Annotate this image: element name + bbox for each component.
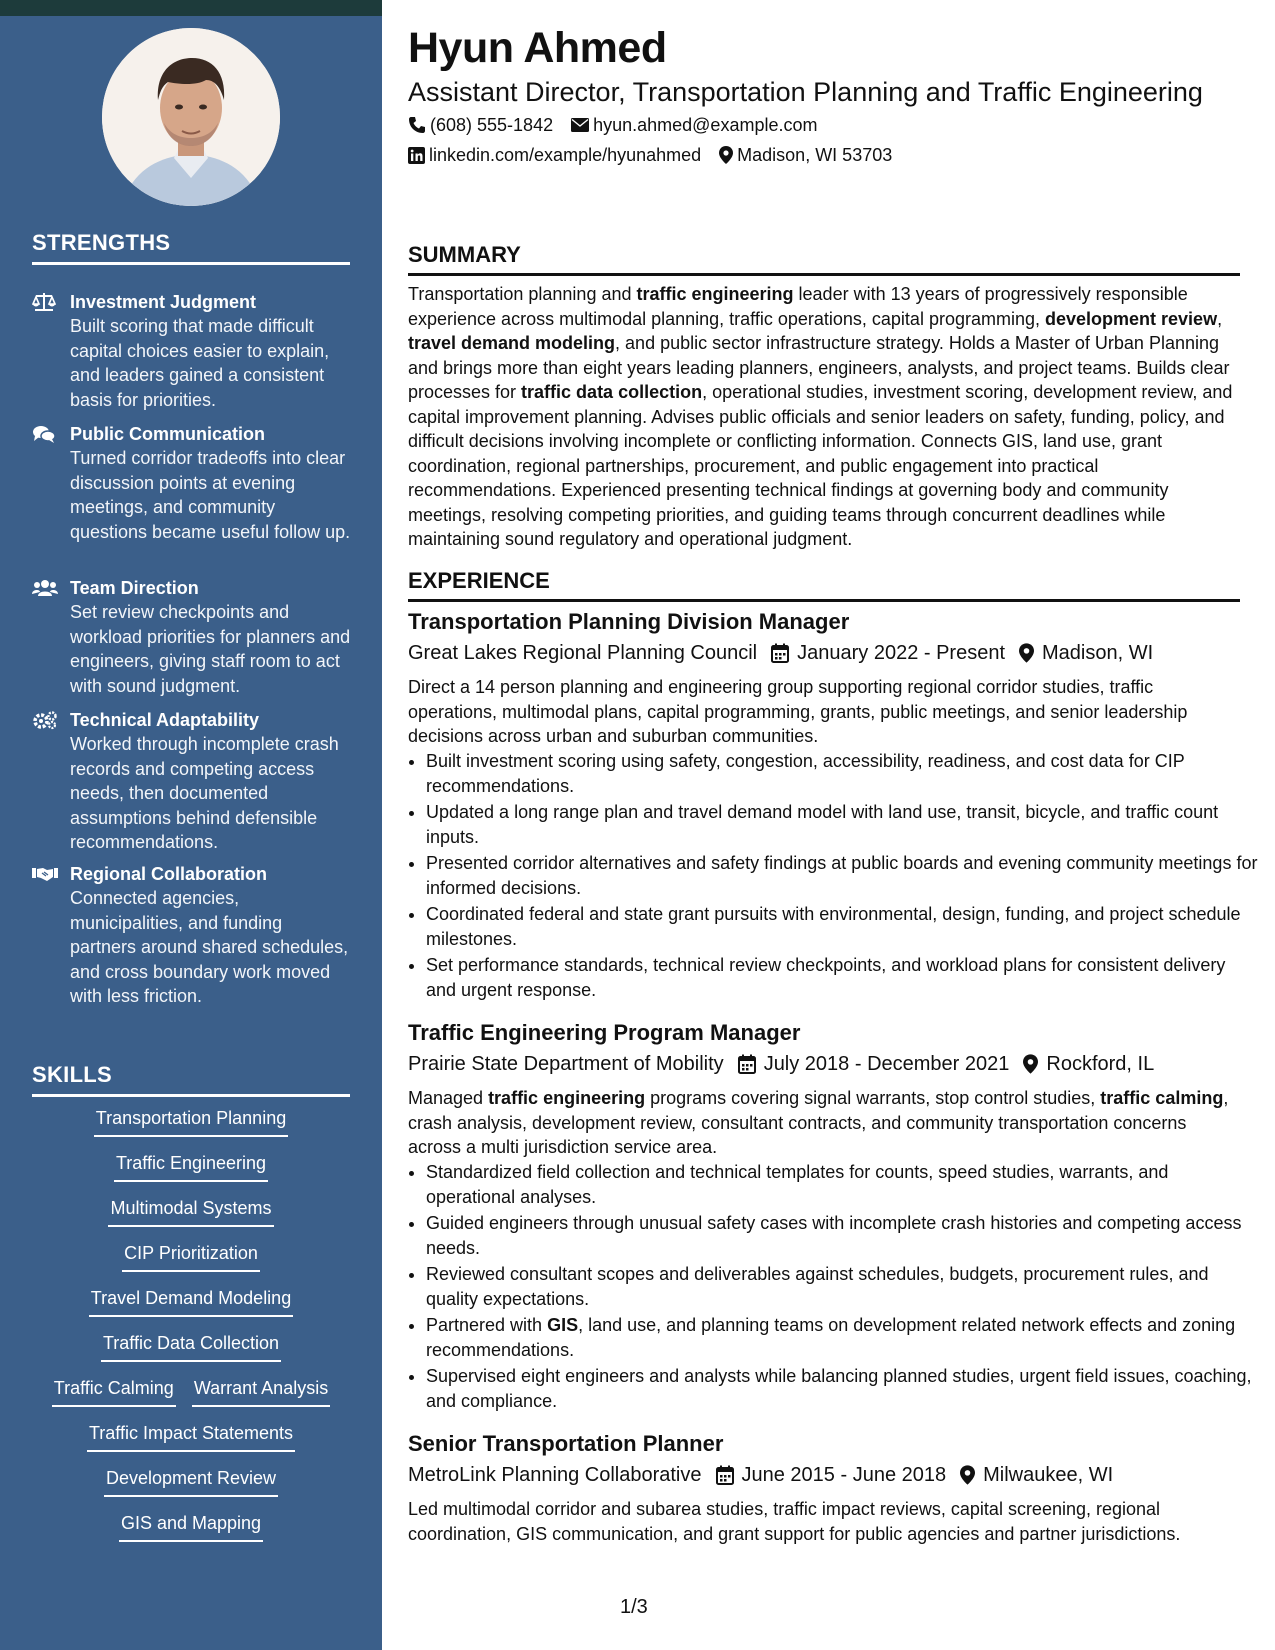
skills-list xyxy=(32,1106,350,1556)
calendar-icon xyxy=(738,1054,756,1074)
text-run: Led multimodal corridor and subarea studies, traffic impact reviews, capital screening, regional coordination, GIS communication, and grant support for public agencies and partner jurisdictions. xyxy=(408,1499,1181,1544)
strength-item xyxy=(32,422,352,544)
strength-item xyxy=(32,708,352,855)
skill-tag: Transportation Planning xyxy=(94,1106,288,1137)
bold-keyword: travel demand modeling xyxy=(408,333,616,353)
bullet-item xyxy=(426,1211,1258,1260)
job-bullets xyxy=(408,1160,1258,1415)
text-run: , land use, and planning teams on development related network effects and zoning recommendations. xyxy=(426,1315,1236,1360)
job-description xyxy=(408,1086,1240,1160)
job-title: Transportation Planning Division Manager xyxy=(408,609,850,634)
linkedin-link[interactable]: linkedin.com/example/hyunahmed xyxy=(429,145,702,165)
candidate-title: Assistant Director, Transportation Planning and Traffic Engineering xyxy=(408,77,1203,107)
text-run: programs covering signal warrants, stop control studies, xyxy=(645,1088,1101,1108)
envelope-icon xyxy=(571,118,589,132)
job-location: Madison, WI xyxy=(1042,642,1154,664)
bold-keyword: traffic calming xyxy=(1100,1088,1224,1108)
skill-tag: Traffic Engineering xyxy=(114,1151,268,1182)
profile-photo xyxy=(102,28,280,206)
map-pin-icon xyxy=(1023,1054,1038,1074)
job-meta xyxy=(408,1051,1168,1077)
text-run: Direct a 14 person planning and engineering group supporting regional corridor studies, traffic operations, multimodal plans, capital programming, grants, public meetings, and senior leadership decisions across urban and suburban communities. xyxy=(408,677,1188,746)
text-run: Reviewed consultant scopes and deliverables against schedules, budgets, procurement rules, and quality expectations. xyxy=(426,1264,1209,1309)
email-link[interactable]: hyun.ahmed@example.com xyxy=(593,115,818,135)
strength-description: Turned corridor tradeoffs into clear discussion points at evening meetings, and community questions became useful follow up. xyxy=(70,448,351,542)
map-pin-icon xyxy=(960,1465,975,1485)
strength-title: Regional Collaboration xyxy=(70,864,268,884)
job-meta xyxy=(408,1462,1127,1488)
text-run: , crash analysis, development review, consultant contracts, and community transportation concerns across a multi jurisdiction service area. xyxy=(408,1088,1229,1157)
skill-tag: GIS and Mapping xyxy=(119,1511,263,1542)
strength-title: Team Direction xyxy=(70,578,199,598)
job-dates: June 2015 - June 2018 xyxy=(741,1464,947,1486)
handshake-icon xyxy=(32,864,58,884)
strength-description: Set review checkpoints and workload priorities for planners and engineers, giving staff room to act with sound judgment. xyxy=(70,602,351,696)
text-run: Transportation planning and xyxy=(408,284,637,304)
chat-bubbles-icon xyxy=(32,424,58,444)
skill-tag: Travel Demand Modeling xyxy=(89,1286,293,1317)
strength-title: Technical Adaptability xyxy=(70,710,260,730)
text-run: Partnered with xyxy=(426,1315,548,1335)
text-run: Coordinated federal and state grant pursuits with environmental, design, funding, and project schedule milestones. xyxy=(426,904,1241,949)
job-organization: Prairie State Department of Mobility xyxy=(408,1053,724,1075)
bold-keyword: GIS xyxy=(547,1315,579,1335)
experience-heading: EXPERIENCE xyxy=(408,568,1240,602)
bullet-item xyxy=(426,1262,1258,1311)
text-run: , operational studies, investment scoring, development review, and capital improvement planning. Advises public officials and senior leaders on safety, funding, policy, and difficult decisions involving incomplete or conflicting information. Connects GIS, land use, grant coordination, regional partnerships, procurement, and public engagement into practical recommendations. Experienced presenting technical findings at governing body and community meetings, resolving competing priorities, and guiding teams through concurrent deadlines while maintaining sound regulatory and operational judgment. xyxy=(408,382,1233,549)
text-run: Set performance standards, technical review checkpoints, and workload plans for consistent delivery and urgent response. xyxy=(426,955,1226,1000)
skills-heading: SKILLS xyxy=(32,1062,350,1097)
contact-row xyxy=(408,143,910,167)
text-run: Guided engineers through unusual safety cases with incomplete crash histories and competing access needs. xyxy=(426,1213,1242,1258)
skill-tag: Warrant Analysis xyxy=(192,1376,330,1407)
text-run: Updated a long range plan and travel demand model with land use, transit, bicycle, and traffic count inputs. xyxy=(426,802,1219,847)
skill-tag: Traffic Impact Statements xyxy=(87,1421,295,1452)
bullet-item xyxy=(426,749,1258,798)
text-run: leader with 13 years of progressively responsible experience across multimodal planning, traffic operations, capital programming, xyxy=(408,284,1188,329)
job-description xyxy=(408,1497,1240,1546)
phone-icon xyxy=(408,116,426,134)
text-run: Managed xyxy=(408,1088,489,1108)
candidate-name: Hyun Ahmed xyxy=(408,24,667,72)
bold-keyword: traffic engineering xyxy=(636,284,794,304)
skill-tag: Traffic Calming xyxy=(52,1376,176,1407)
job-dates: January 2022 - Present xyxy=(797,642,1006,664)
strength-item xyxy=(32,290,352,412)
bullet-item xyxy=(426,800,1258,849)
bullet-item xyxy=(426,1160,1258,1209)
summary-heading: SUMMARY xyxy=(408,242,1240,276)
job-bullets xyxy=(408,749,1258,1004)
text-run: , and public sector infrastructure strategy. Holds a Master of Urban Planning and brings more than eight years leading planners, engineers, analysts, and project teams. Builds clear processes for xyxy=(408,333,1230,402)
linkedin-icon xyxy=(408,147,425,164)
calendar-icon xyxy=(771,643,789,663)
sidebar xyxy=(0,16,382,1650)
gears-icon xyxy=(32,710,58,730)
bold-keyword: traffic engineering xyxy=(488,1088,646,1108)
strength-description: Built scoring that made difficult capital choices easier to explain, and leaders gained a consistent basis for priorities. xyxy=(70,316,330,410)
job-title: Traffic Engineering Program Manager xyxy=(408,1020,801,1045)
bullet-item xyxy=(426,1364,1258,1413)
job-location: Rockford, IL xyxy=(1046,1053,1155,1075)
text-run: Presented corridor alternatives and safety findings at public boards and evening community meetings for informed decisions. xyxy=(426,853,1258,898)
users-icon xyxy=(32,578,58,598)
job-location: Milwaukee, WI xyxy=(983,1464,1114,1486)
strength-description: Connected agencies, municipalities, and funding partners around shared schedules, and cross boundary work moved with less friction. xyxy=(70,888,349,1006)
text-run: Supervised eight engineers and analysts while balancing planned studies, urgent field issues, coaching, and compliance. xyxy=(426,1366,1252,1411)
bullet-item xyxy=(426,902,1258,951)
strength-item xyxy=(32,862,352,1009)
job-organization: MetroLink Planning Collaborative xyxy=(408,1464,702,1486)
bold-keyword: traffic data collection xyxy=(521,382,703,402)
skill-tag: Multimodal Systems xyxy=(108,1196,273,1227)
strengths-heading: STRENGTHS xyxy=(32,230,350,265)
job-description xyxy=(408,675,1240,749)
bullet-item xyxy=(426,1313,1258,1362)
bullet-item xyxy=(426,851,1258,900)
skill-tag: Development Review xyxy=(104,1466,278,1497)
map-pin-icon xyxy=(719,146,733,164)
contact-row xyxy=(408,113,835,137)
strength-title: Public Communication xyxy=(70,424,266,444)
text-run: Built investment scoring using safety, congestion, accessibility, readiness, and cost data for CIP recommendations. xyxy=(426,751,1185,796)
skill-tag: Traffic Data Collection xyxy=(101,1331,281,1362)
map-pin-icon xyxy=(1019,643,1034,663)
phone-number[interactable]: (608) 555-1842 xyxy=(430,115,554,135)
text-run: , xyxy=(1217,308,1223,329)
strength-description: Worked through incomplete crash records and competing access needs, then documented assumptions behind defensible recommendations. xyxy=(70,734,339,852)
top-accent-bar xyxy=(0,0,382,16)
strength-item xyxy=(32,576,352,698)
job-title: Senior Transportation Planner xyxy=(408,1431,724,1456)
job-dates: July 2018 - December 2021 xyxy=(763,1053,1010,1075)
bold-keyword: development review xyxy=(1045,308,1218,329)
job-organization: Great Lakes Regional Planning Council xyxy=(408,642,758,664)
page-number: 1/3 xyxy=(620,1596,648,1618)
bullet-item xyxy=(426,953,1258,1002)
balance-scale-icon xyxy=(32,292,58,312)
text-run: Standardized field collection and technical templates for counts, speed studies, warrants, and operational analyses. xyxy=(426,1162,1169,1207)
job-meta xyxy=(408,640,1167,666)
summary-text xyxy=(408,282,1240,552)
location-text: Madison, WI 53703 xyxy=(737,145,893,165)
strength-title: Investment Judgment xyxy=(70,292,257,312)
skill-tag: CIP Prioritization xyxy=(122,1241,260,1272)
calendar-icon xyxy=(716,1465,734,1485)
